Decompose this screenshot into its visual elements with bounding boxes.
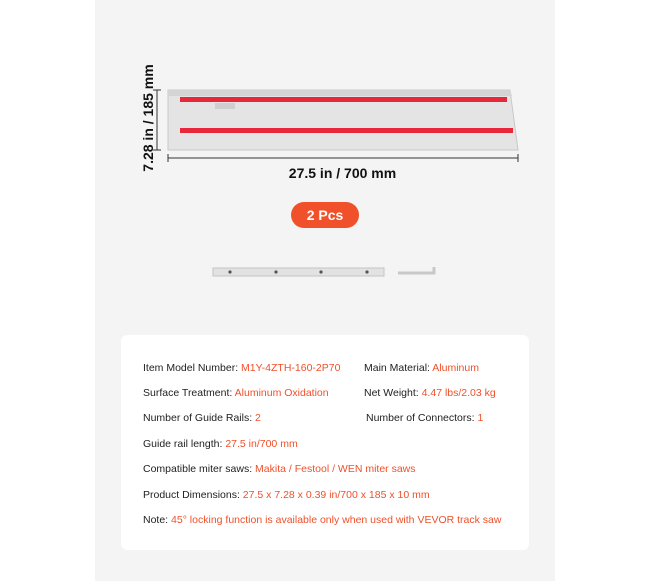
spec-value: 4.47 lbs/2.03 kg [421,387,496,399]
spec-label: Net Weight: [364,387,422,399]
spec-value: M1Y-4ZTH-160-2P70 [241,362,341,374]
connector-bar [213,268,384,276]
spec-connectors [366,412,483,424]
spec-model [143,362,340,374]
spec-weight [364,387,496,399]
length-dimension-label: 27.5 in / 700 mm [288,165,397,181]
connector-screw [274,270,277,273]
spec-surface [143,387,329,399]
spec-card [121,335,529,550]
spec-label: Product Dimensions: [143,489,243,501]
rail-logo-mark [215,103,235,109]
connector-screw [319,270,322,273]
spec-material [364,362,479,374]
spec-label: Compatible miter saws: [143,463,256,475]
spec-value: 45° locking function is available only when used with VEVOR track saw [171,514,502,526]
spec-compatible [143,463,416,475]
width-dimension-label: 7.28 in / 185 mm [140,64,156,172]
spec-note [143,514,501,526]
spec-label: Main Material: [364,362,433,374]
spec-label: Number of Connectors: [366,412,478,424]
quantity-badge: 2 Pcs [291,202,359,228]
spec-label: Item Model Number: [143,362,242,374]
guide-rail-top-edge [168,90,512,96]
spec-rails [143,412,261,424]
spec-value: 27.5 x 7.28 x 0.39 in/700 x 185 x 10 mm [242,489,430,501]
spec-product-dimensions [143,489,430,501]
connector-screw [365,270,368,273]
spec-value: Aluminum Oxidation [234,387,329,399]
spec-rail-length [143,438,298,450]
spec-value: 27.5 in/700 mm [225,438,298,450]
hex-key [398,267,434,273]
spec-value: 1 [477,412,484,424]
spec-label: Number of Guide Rails: [143,412,256,424]
spec-label: Note: [143,514,172,526]
connector-screw [228,270,231,273]
spec-value: Makita / Festool / WEN miter saws [255,463,416,475]
rail-red-stripe-bottom [180,128,513,133]
spec-label: Surface Treatment: [143,387,235,399]
rail-red-stripe-top [180,97,507,102]
spec-value: Aluminum [432,362,479,374]
spec-value: 2 [255,412,261,424]
spec-label: Guide rail length: [143,438,226,450]
